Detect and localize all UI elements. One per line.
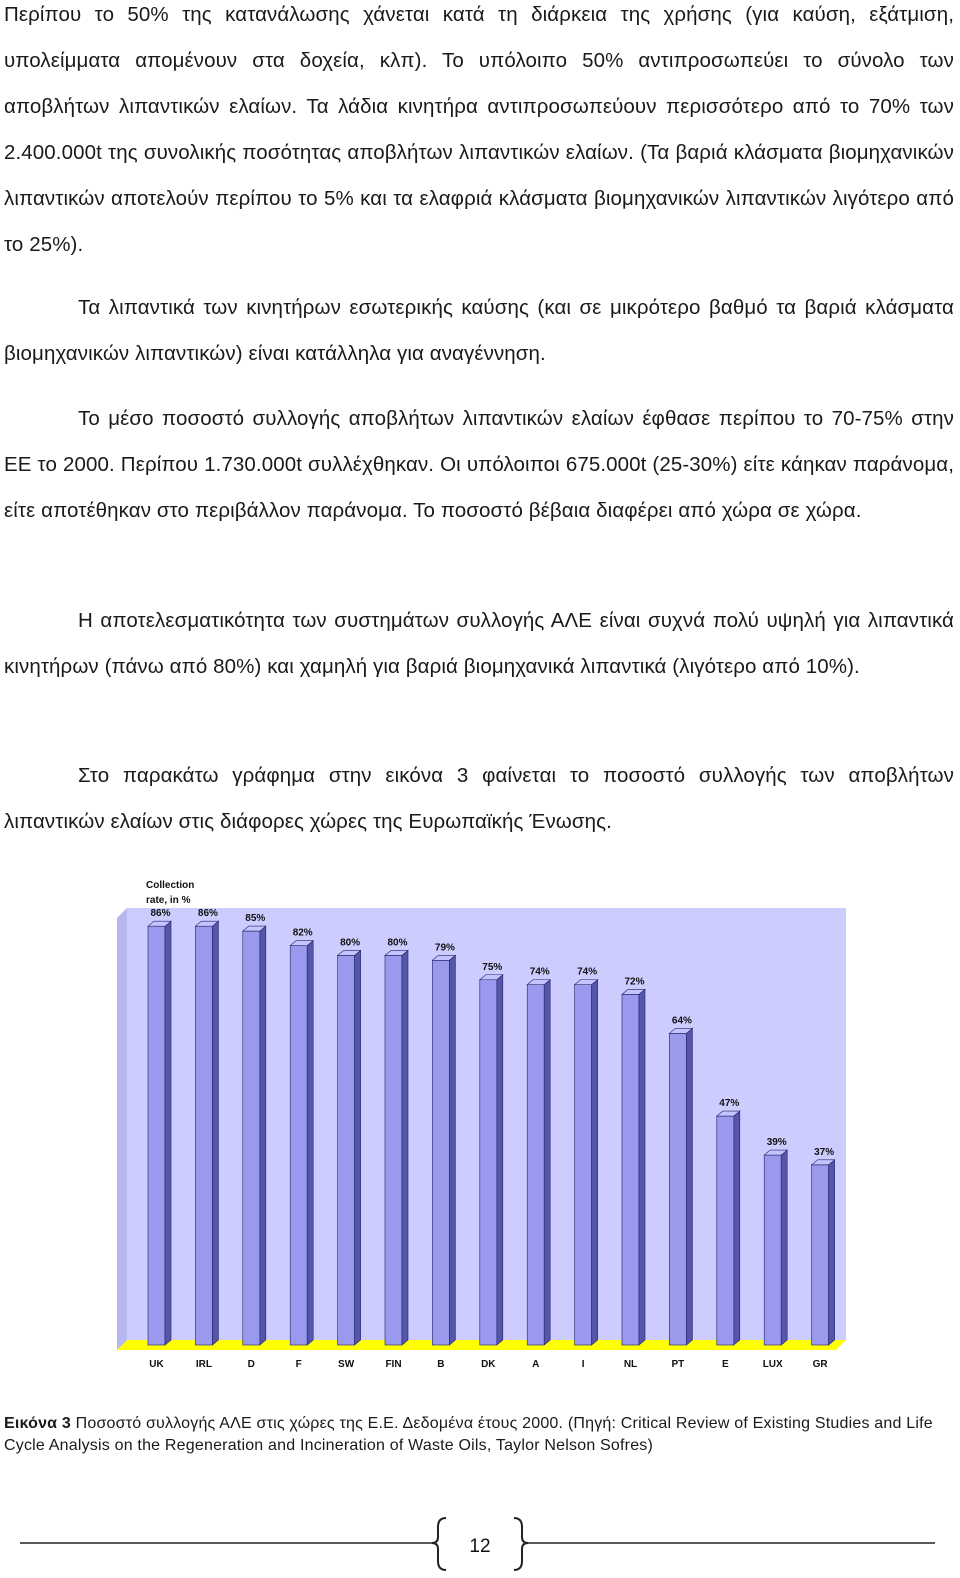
bar-front [243,931,260,1345]
bar-side [355,950,361,1345]
caption-text: Ποσοστό συλλογής ΑΛΕ στις χώρες της Ε.Ε. Δεδομένα έτους 2000. (Πηγή: Critical Review of Existing Studies and Life Cycle Analysis on the Regeneration and Incineration of Waste Oils, Taylor Nelson Sofres) [4,1415,933,1454]
paragraph-4 [4,598,954,690]
category-label-fin: FIN [385,1359,402,1370]
category-label-a: A [532,1359,540,1370]
paragraph-1: Περίπου το 50% της κατανάλωσης χάνεται κατά τη διάρκεια της χρήσης (για καύση, εξάτμιση, υπολείμματα απομένουν στα δοχεία, κλπ). Το υπόλοιπο 50% αντιπροσωπεύει το σύνολο των αποβλήτων λιπαντικών ελαίων. Τα λάδια κινητήρα αντιπροσωπεύουν περισσότερο από το 70% των 2.400.000t της συνολικής ποσότητας αποβλήτων λιπαντικών ελαίων. (Τα βαριά κλάσματα βιομηχανικών λιπαντικών αποτελούν περίπου το 5% και τα ελαφριά κλάσματα βιομηχανικών λιπαντικών λιγότερο από το 25%). [4,3,954,256]
value-label-lux: 39% [766,1137,787,1149]
bar-lux [764,1150,787,1345]
paragraph-5 [4,753,954,845]
paragraph-2-text: Τα λιπαντικά των κινητήρων εσωτερικής καύσης (και σε μικρότερο βαθμό τα βαριά κλάσματα βιομηχανικών λιπαντικών) είναι κατάλληλα για αναγέννηση. [4,296,954,365]
bar-front [195,926,212,1345]
y-axis-title-line1: Collection [146,880,195,891]
category-label-pt: PT [671,1359,685,1370]
chart-side-wall [117,908,127,1350]
bar-front [290,946,307,1345]
bar-front [669,1033,686,1345]
bar-side [829,1160,835,1345]
bar-gr [812,1160,835,1345]
page-number: 12 [469,1536,491,1557]
collection-rate-chart [100,870,860,1380]
bar-front [764,1155,781,1345]
bar-dk [480,975,503,1345]
footer-brace-left [432,1518,446,1570]
bar-uk [148,921,171,1345]
bar-b [432,955,455,1345]
bar-d [243,926,266,1345]
bar-nl [622,989,645,1345]
bar-front [575,985,592,1345]
figure-caption [4,1413,954,1457]
bar-front [432,960,449,1345]
bar-pt [669,1028,692,1345]
value-label-nl: 72% [624,976,645,988]
paragraph-4-text: Η αποτελεσματικότητα των συστημάτων συλλογής ΑΛΕ είναι συχνά πολύ υψηλή για λιπαντικά κινητήρων (πάνω από 80%) και χαμηλή για βαριά βιομηχανικά λιπαντικά (λιγότερο από 10%). [4,609,954,678]
bar-side [212,921,218,1345]
category-label-sw: SW [338,1359,355,1370]
bar-side [781,1150,787,1345]
category-label-dk: DK [481,1359,496,1370]
bar-a [527,980,550,1345]
value-label-f: 82% [292,927,313,939]
bar-fin [385,950,408,1345]
value-label-i: 74% [577,966,598,978]
bar-front [338,955,355,1345]
bar-front [480,980,497,1345]
value-label-b: 79% [434,942,455,954]
bar-sw [338,950,361,1345]
bar-side [639,989,645,1345]
bar-front [385,955,402,1345]
chart-svg [100,870,860,1380]
category-label-lux: LUX [762,1359,783,1370]
bar-side [260,926,266,1345]
chart-category-labels [149,1359,828,1370]
category-label-e: E [721,1359,729,1370]
footer-graphic [0,1515,960,1575]
value-label-irl: 86% [197,908,218,920]
value-label-uk: 86% [150,908,171,920]
bar-side [449,955,455,1345]
category-label-irl: IRL [195,1359,212,1370]
value-label-pt: 64% [671,1015,692,1027]
paragraph-2 [4,285,954,377]
paragraph-3 [4,396,954,534]
bar-e [717,1111,740,1345]
value-label-gr: 37% [814,1146,835,1158]
bar-front [622,994,639,1345]
bar-side [686,1028,692,1345]
category-label-d: D [247,1359,255,1370]
bar-side [544,980,550,1345]
bar-front [812,1165,829,1345]
category-label-i: I [581,1359,585,1370]
bar-front [148,926,165,1345]
bar-side [307,941,313,1345]
page-footer [0,1515,960,1575]
value-label-dk: 75% [482,961,503,973]
bar-side [592,980,598,1345]
value-label-d: 85% [245,913,266,925]
paragraph-3-text: Το μέσο ποσοστό συλλογής αποβλήτων λιπαντικών ελαίων έφθασε περίπου το 70-75% στην ΕΕ το 2000. Περίπου 1.730.000t συλλέχθηκαν. Οι υπόλοιποι 675.000t (25-30%) είτε κάηκαν παράνομα, είτε αποτέθηκαν στο περιβάλλον παράνομα. Το ποσοστό βέβαια διαφέρει από χώρα σε χώρα. [4,407,954,522]
bar-side [734,1111,740,1345]
footer-brace-right [514,1518,528,1570]
bar-front [527,985,544,1345]
y-axis-title-line2: rate, in % [146,895,191,906]
value-label-sw: 80% [340,937,361,949]
category-label-b: B [437,1359,445,1370]
value-label-a: 74% [529,966,550,978]
bar-f [290,941,313,1345]
value-label-fin: 80% [387,937,408,949]
category-label-uk: UK [149,1359,164,1370]
bar-i [575,980,598,1345]
caption-label: Εικόνα 3 [4,1415,71,1432]
bar-irl [195,921,218,1345]
value-label-e: 47% [719,1098,740,1110]
bar-side [165,921,171,1345]
category-label-gr: GR [812,1359,828,1370]
bar-side [402,950,408,1345]
bar-side [497,975,503,1345]
paragraph-5-text: Στο παρακάτω γράφημα στην εικόνα 3 φαίνεται το ποσοστό συλλογής των αποβλήτων λιπαντικών ελαίων στις διάφορες χώρες της Ευρωπαϊκής Ένωσης. [4,764,954,833]
category-label-nl: NL [623,1359,638,1370]
bar-front [717,1116,734,1345]
category-label-f: F [295,1359,302,1370]
